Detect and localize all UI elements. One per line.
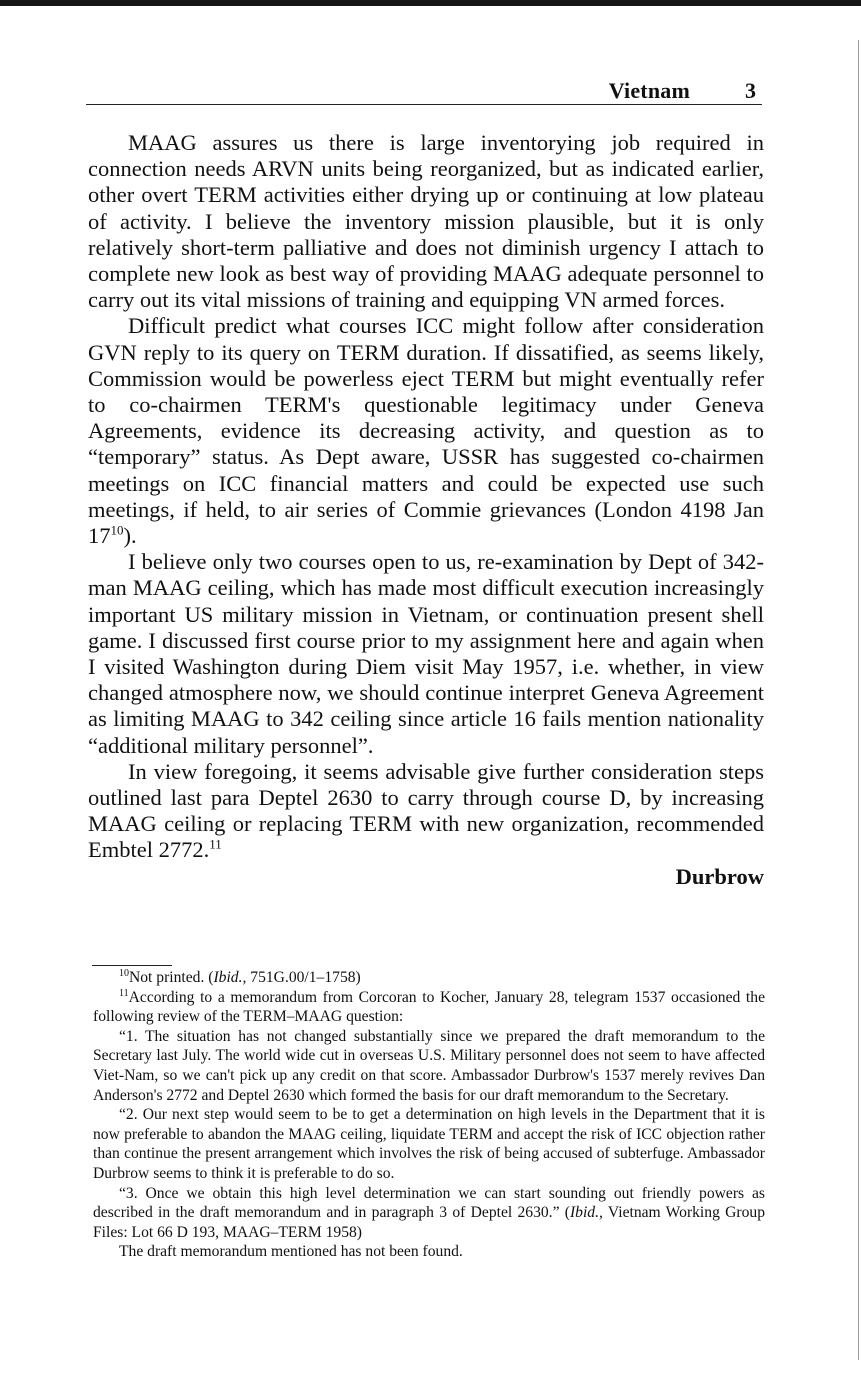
footnote-ref-10: 10	[110, 522, 124, 538]
footnote-divider	[92, 965, 172, 966]
signature: Durbrow	[675, 863, 764, 889]
page-edge-line	[858, 40, 859, 1360]
paragraph-3: I believe only two courses open to us, re-examination by Dept of 342-man MAAG ceiling, which has made most difficult execution increasingly important US military mission in Vietnam, or continuation present shell game. I discussed first course prior to my assignment here and again when I visited Washington during Diem visit May 1957, i.e. whether, in view changed atmosphere now, we should continue interpret Geneva Agreement as limiting MAAG to 342 ceiling since article 16 fails mention nationality “additional military personnel”.	[88, 549, 764, 758]
footnote-quote-2: “2. Our next step would seem to be to get a determination on high levels in the Department that it is now preferable to abandon the MAAG ceiling, liquidate TERM and accept the risk of ICC objection rather than continue the present arrangement which involves the risk of being accused of subterfuge. Ambassador Durbrow seems to think it is preferable to do so.	[93, 1106, 765, 1182]
footnote-quote-1: “1. The situation has not changed substantially since we prepared the draft memorandum to the Secretary last July. The world wide cut in overseas U.S. Military personnel does not seem to have affected Viet-Nam, so we can't pick up any credit on that score. Ambassador Durbrow's 1537 merely revives Dan Anderson's 2772 and Deptel 2630 which formed the basis for our draft memorandum to the Secretary.	[93, 1027, 765, 1104]
footnote-11: $^{11}$According to a memorandum from Corcoran to Kocher, January 28, telegram 1537 occasioned the following review of the TERM–MAAG question:	[93, 987, 765, 1026]
paragraph-2-text: Difficult predict what courses ICC might follow after consideration GVN reply to its query on TERM duration. If dissatified, as seems likely, Commission would be powerless eject TERM but might eventually refer to co-chairmen TERM's questionable legitimacy under Geneva Agreements, evidence its decreasing activity, and question as to “temporary” status. As Dept aware, USSR has suggested co-chairmen meetings on ICC financial matters and could be expected use such meetings, if held, to air series of Commie grievances (London 4198 Jan 17	[88, 313, 764, 549]
telegram-body	[88, 130, 764, 890]
page-number: 3	[745, 78, 756, 103]
footnote-10-number: 10	[119, 967, 129, 979]
running-title: Vietnam	[608, 78, 690, 103]
footnote-closing: The draft memorandum mentioned has not been found.	[119, 1243, 463, 1261]
footnotes	[93, 968, 765, 1262]
footnote-10: $^{10}$Not printed. (Ibid., 751G.00/1–1758)	[119, 967, 361, 986]
footnote-ref-11: 11	[209, 836, 222, 852]
paragraph-2	[88, 313, 764, 549]
footnote-quote-3: “3. Once we obtain this high level determination we can start sounding out friendly powers as described in the draft memorandum and in paragraph 3 of Deptel 2630.” (Ibid., Vietnam Working Group Files: Lot 66 D 193, MAAG–TERM 1958)	[93, 1184, 765, 1241]
paragraph-4	[88, 759, 764, 864]
paragraph-2-end: ).	[123, 523, 137, 549]
footnote-11-number: 11	[119, 987, 129, 999]
paragraph-4-text: In view foregoing, it seems advisable give further consideration steps outlined last para Deptel 2630 to carry through course D, by increasing MAAG ceiling or replacing TERM with new organization, recommended Embtel 2772.	[88, 758, 764, 863]
paragraph-1: MAAG assures us there is large inventorying job required in connection needs ARVN units being reorganized, but as indicated earlier, other overt TERM activities either drying up or continuing at low plateau of activity. I believe the inventory mission plausible, but it is only relatively short-term palliative and does not diminish urgency I attach to complete new look as best way of providing MAAG adequate personnel to carry out its vital missions of training and equipping VN armed forces.	[88, 130, 764, 313]
top-edge-rule	[0, 0, 861, 6]
running-header	[86, 74, 762, 105]
